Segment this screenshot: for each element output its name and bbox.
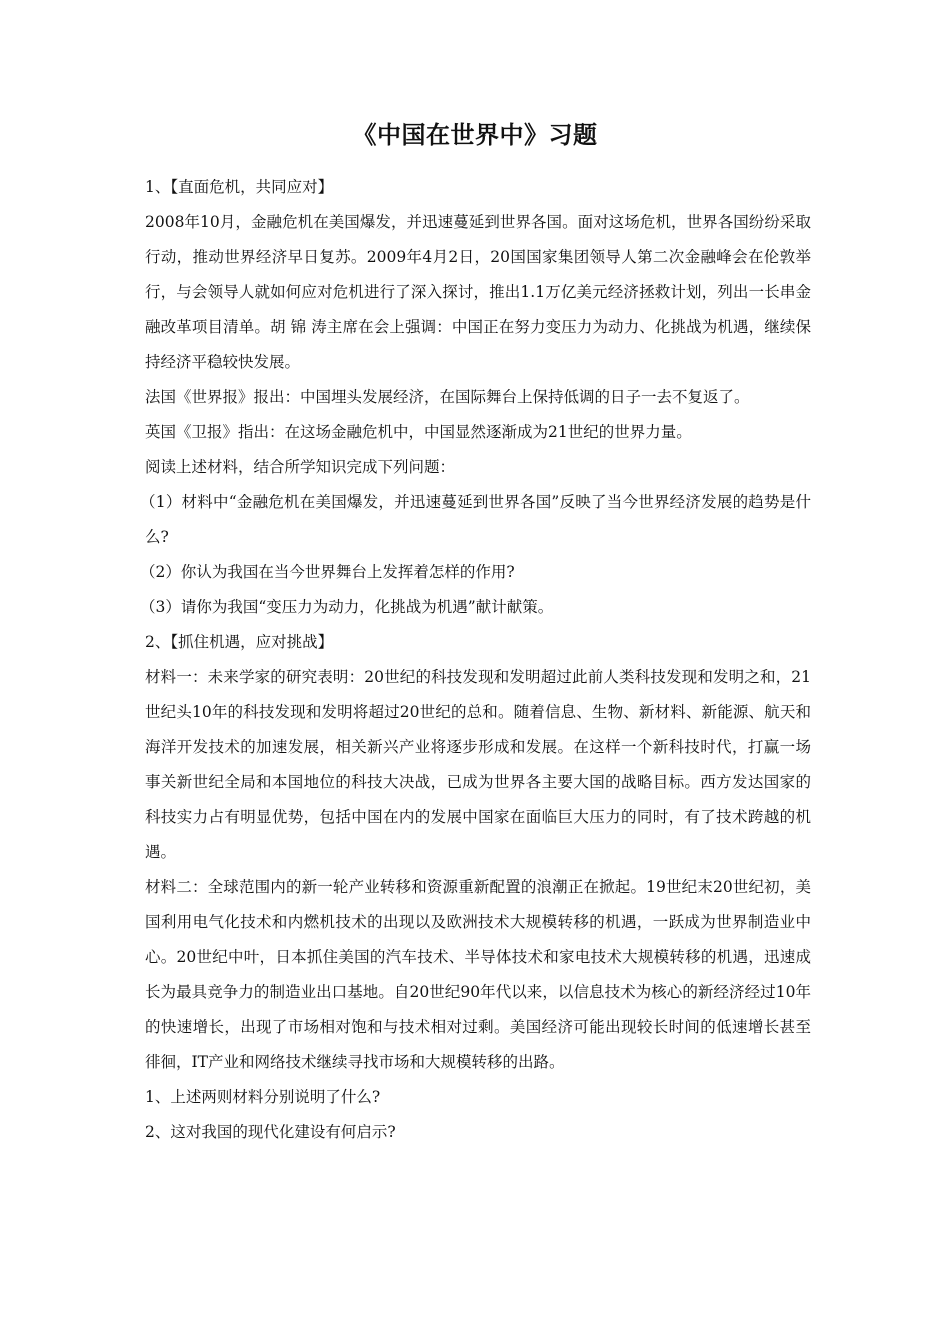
section-1-paragraph-3: 英国《卫报》指出：在这场金融危机中，中国显然逐渐成为21世纪的世界力量。 xyxy=(145,423,692,441)
section-1-heading: 1、【直面危机，共同应对】 xyxy=(145,178,334,196)
section-2-material-2: 材料二：全球范围内的新一轮产业转移和资源重新配置的浪潮正在掀起。19世纪末20世纪初，美国利用电气化技术和内燃机技术的出现以及欧洲技术大规模转移的机遇，一跃成为世界制造业中心。20世纪中叶，日本抓住美国的汽车技术、半导体技术和家电技术大规模转移的机遇，迅速成长为最具竞争力的制造业出口基地。自20世纪90年代以来，以信息技术为核心的新经济经过10年的快速增长，出现了市场相对饱和与技术相对过剩。美国经济可能出现较长时间的低速增长甚至徘徊，IT产业和网络技术继续寻找市场和大规模转移的出路。 xyxy=(145,878,811,1071)
section-1-paragraph-2: 法国《世界报》报出：中国埋头发展经济，在国际舞台上保持低调的日子一去不复返了。 xyxy=(145,388,750,406)
section-2-heading: 2、【抓住机遇，应对挑战】 xyxy=(145,633,334,651)
section-2-question-2: 2、这对我国的现代化建设有何启示? xyxy=(145,1123,396,1141)
section-2-material-1: 材料一：未来学家的研究表明：20世纪的科技发现和发明超过此前人类科技发现和发明之和，21世纪头10年的科技发现和发明将超过20世纪的总和。随着信息、生物、新材料、新能源、航天和海洋开发技术的加速发展，相关新兴产业将逐步形成和发展。在这样一个新科技时代，打赢一场事关新世纪全局和本国地位的科技大决战，已成为世界各主要大国的战略目标。西方发达国家的科技实力占有明显优势，包括中国在内的发展中国家在面临巨大压力的同时，有了技术跨越的机遇。 xyxy=(145,668,811,861)
section-1-paragraph-1: 2008年10月，金融危机在美国爆发，并迅速蔓延到世界各国。面对这场危机，世界各国纷纷采取行动，推动世界经济早日复苏。2009年4月2日，20国国家集团领导人第二次金融峰会在伦敦举行，与会领导人就如何应对危机进行了深入探讨，推出1.1万亿美元经济拯救计划，列出一长串金融改革项目清单。胡 锦 涛主席在会上强调：中国正在努力变压力为动力、化挑战为机遇，继续保持经济平稳较快发展。 xyxy=(145,213,811,371)
section-1-question-1: （1）材料中“金融危机在美国爆发，并迅速蔓延到世界各国”反映了当今世界经济发展的趋势是什么? xyxy=(140,493,811,546)
section-1-question-3: （3）请你为我国“变压力为动力，化挑战为机遇”献计献策。 xyxy=(140,598,554,616)
document-body xyxy=(140,170,811,1150)
section-2-question-1: 1、上述两则材料分别说明了什么? xyxy=(145,1088,381,1106)
section-1-question-2: （2）你认为我国在当今世界舞台上发挥着怎样的作用? xyxy=(140,563,515,581)
document-title: 《中国在世界中》习题 xyxy=(352,120,598,149)
section-1-instruction: 阅读上述材料，结合所学知识完成下列问题： xyxy=(145,458,456,476)
